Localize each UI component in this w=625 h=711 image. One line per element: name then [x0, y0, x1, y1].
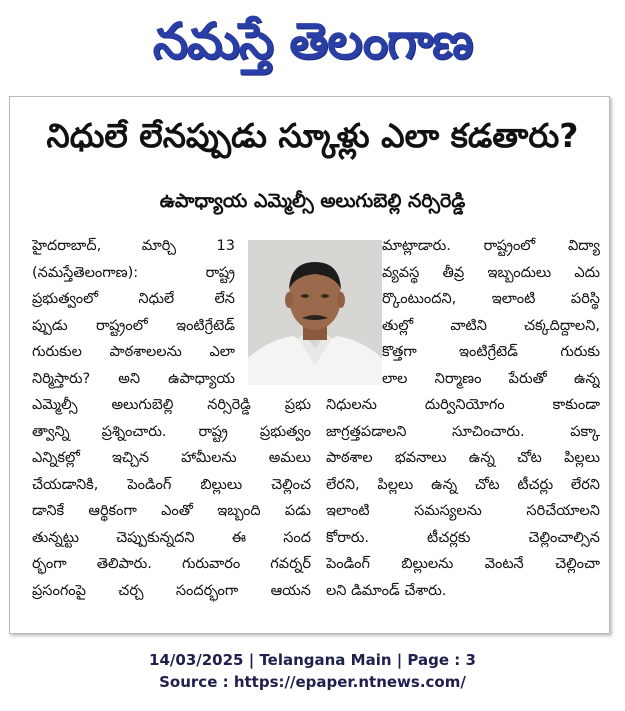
- article-line: పాఠశాల భవనాలు ఉన్న చోట పిల్లలు: [326, 450, 600, 466]
- article-line: తున్నట్టు చెప్పుకున్నదని ఈ సంద: [32, 529, 311, 546]
- article-line: నిధులను దుర్వినియోగం కాకుండా: [326, 397, 600, 413]
- article-headline: నిధులే లేనప్పుడు స్కూళ్లు ఎలా కడతారు?: [46, 116, 579, 155]
- article-line: ర్భంగా తెలిపారు. గురువారం గవర్నర్: [32, 556, 311, 572]
- article-line: ఎమ్మెల్సీ అలుగుబెల్లి నర్సిరెడ్డి ప్రభు: [32, 397, 311, 413]
- article-line: లేరని, పిల్లలు ఉన్న చోట టీచర్లు లేరని: [326, 476, 600, 493]
- article-line: ఇలాంటి సమస్యలను సరిచేయాలని: [326, 503, 600, 519]
- source-link[interactable]: Source : https://epaper.ntnews.com/: [159, 673, 466, 691]
- article-line: లాల నిర్మాణం పేరుతో ఉన్న: [382, 370, 600, 387]
- article-line: (నమస్తేతెలంగాణ): రాష్ట్ర: [32, 264, 235, 281]
- article-line: వ్యవస్థ తీవ్ర ఇబ్బందులు ఎదు: [382, 264, 600, 281]
- article-line: నిర్మిస్తారు? అని ఉపాధ్యాయ: [32, 370, 235, 387]
- article-line: కొత్తగా ఇంటిగ్రేటెడ్ గురుకు: [382, 344, 600, 360]
- article-line: ర్కొంటుందని, ఇలాంటి పరిస్థి: [382, 291, 600, 307]
- article-line: పెండింగ్ బిల్లులను వెంటనే చెల్లించా: [326, 556, 600, 572]
- article-line: డానికే ఆర్థికంగా ఎంతో ఇబ్బంది పడు: [32, 503, 311, 519]
- article-line: గురుకుల పాఠశాలలను ఎలా: [32, 344, 235, 360]
- article-subheadline: ఉపాధ్యాయ ఎమ్మెల్సీ అలుగుబెల్లి నర్సిరెడ్డి: [159, 190, 466, 212]
- article-line: లని డిమాండ్ చేశారు.: [326, 582, 447, 599]
- article-line: ప్పుడు రాష్ట్రంలో ఇంటిగ్రేటెడ్: [32, 317, 235, 334]
- article-line: ప్రసంగంపై చర్చ సందర్భంగా ఆయన: [32, 582, 311, 599]
- masthead-title: నమస్తే తెలంగాణ: [152, 12, 473, 70]
- article-line: హైదరాబాద్, మార్చి 13: [32, 238, 235, 254]
- masthead-logo: [0, 0, 625, 88]
- article-line: కోరారు. టీచర్లకు చెల్లించాల్సిన: [326, 529, 600, 546]
- edition-info: 14/03/2025 | Telangana Main | Page : 3: [149, 651, 476, 669]
- article-right-column: [326, 233, 600, 604]
- article-line: జాగ్రత్తపడాలని సూచించారు. పక్కా: [326, 423, 600, 440]
- article-line: తుల్లో వాటిని చక్కదిద్దాలని,: [382, 317, 600, 334]
- article-line: త్వాన్ని ప్రశ్నించారు. రాష్ట్ర ప్రభుత్వం: [32, 423, 311, 440]
- article-line: ఎన్నికల్లో ఇచ్చిన హామీలను అమలు: [32, 450, 311, 466]
- article-line: మాట్లాడారు. రాష్ట్రంలో విద్యా: [382, 238, 600, 254]
- article-line: చేయడానికి, పెండింగ్ బిల్లులు చెల్లించ: [32, 476, 311, 493]
- article-line: ప్రభుత్వంలో నిధులే లేన: [32, 291, 235, 307]
